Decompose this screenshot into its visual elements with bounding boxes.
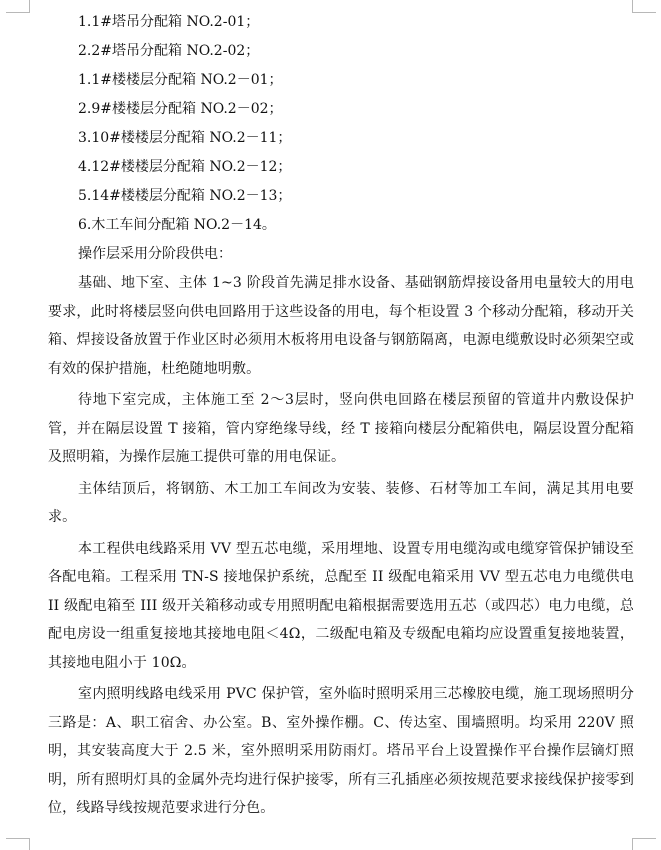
page-corner-mark-bottom-right [632,838,656,850]
list-item: 1.1#楼楼层分配箱 NO.2－01； [78,72,283,88]
section-heading: 操作层采用分阶段供电： [78,246,232,262]
paragraph-vertical-circuit: 待地下室完成，主体施工至 2～3层时，竖向供电回路在楼层预留的管道井内敷设保护管，并在隔层设置 T 接箱，管内穿绝缘导线，经 T 接箱向楼层分配箱供电，隔层设置分配箱及照明箱，为操作层施工提供可靠的用电保证。 [48,392,634,465]
document-body [48,8,634,823]
paragraph-cable-grounding: 本工程供电线路采用 VV 型五芯电缆，采用埋地、设置专用电缆沟或电缆穿管保护铺设至各配电箱。工程采用 TN-S 接地保护系统，总配至 II 级配电箱采用 VV 型五芯电力电缆供电 II 级配电箱至 III 级开关箱移动或专用照明配电箱根据需要选用五芯（或四芯）电力电缆，总配电房设一组重复接地其接地电阻＜4Ω，二级配电箱及专级配电箱均应设置重复接地装置，其接地电阻小于 10Ω。 [48,540,634,671]
list-item: 5.14#楼楼层分配箱 NO.2－13； [78,188,292,204]
paragraph-phased-supply: 基础、地下室、主体 1~3 阶段首先满足排水设备、基础钢筋焊接设备用电量较大的用电要求，此时将楼层竖向供电回路用于这些设备的用电，每个柜设置 3 个移动分配箱，移动开关箱、焊接设备放置于作业区时必须用木板将用电设备与钢筋隔离，电源电缆敷设时必须架空或有效的保护措施，杜绝随地明敷。 [48,275,634,377]
page-corner-mark-bottom-left [6,838,30,850]
page-corner-mark-top-left [6,0,30,13]
list-item: 3.10#楼楼层分配箱 NO.2－11； [78,130,292,146]
list-item: 2.9#楼楼层分配箱 NO.2－02； [78,101,283,117]
list-item: 1.1#塔吊分配箱 NO.2-01； [78,14,260,30]
paragraph-after-topping-out: 主体结顶后，将钢筋、木工加工车间改为安装、装修、石材等加工车间，满足其用电要求。 [48,480,634,525]
page-corner-mark-top-right [632,0,656,13]
list-item: 4.12#楼楼层分配箱 NO.2－12； [78,159,292,175]
list-item: 6.木工车间分配箱 NO.2－14。 [78,217,276,233]
list-item: 2.2#塔吊分配箱 NO.2-02； [78,43,260,59]
paragraph-lighting: 室内照明线路电线采用 PVC 保护管，室外临时照明采用三芯橡胶电缆，施工现场照明分三路是：A、职工宿舍、办公室。B、室外操作棚。C、传达室、围墙照明。均采用 220V 照明，其安装高度大于 2.5 米，室外照明采用防雨灯。塔吊平台上设置操作平台操作层镝灯照明，所有照明灯具的金属外壳均进行保护接零，所有三孔插座必须按规范要求接线保护接零到位，线路导线按规范要求进行分色。 [48,686,634,816]
